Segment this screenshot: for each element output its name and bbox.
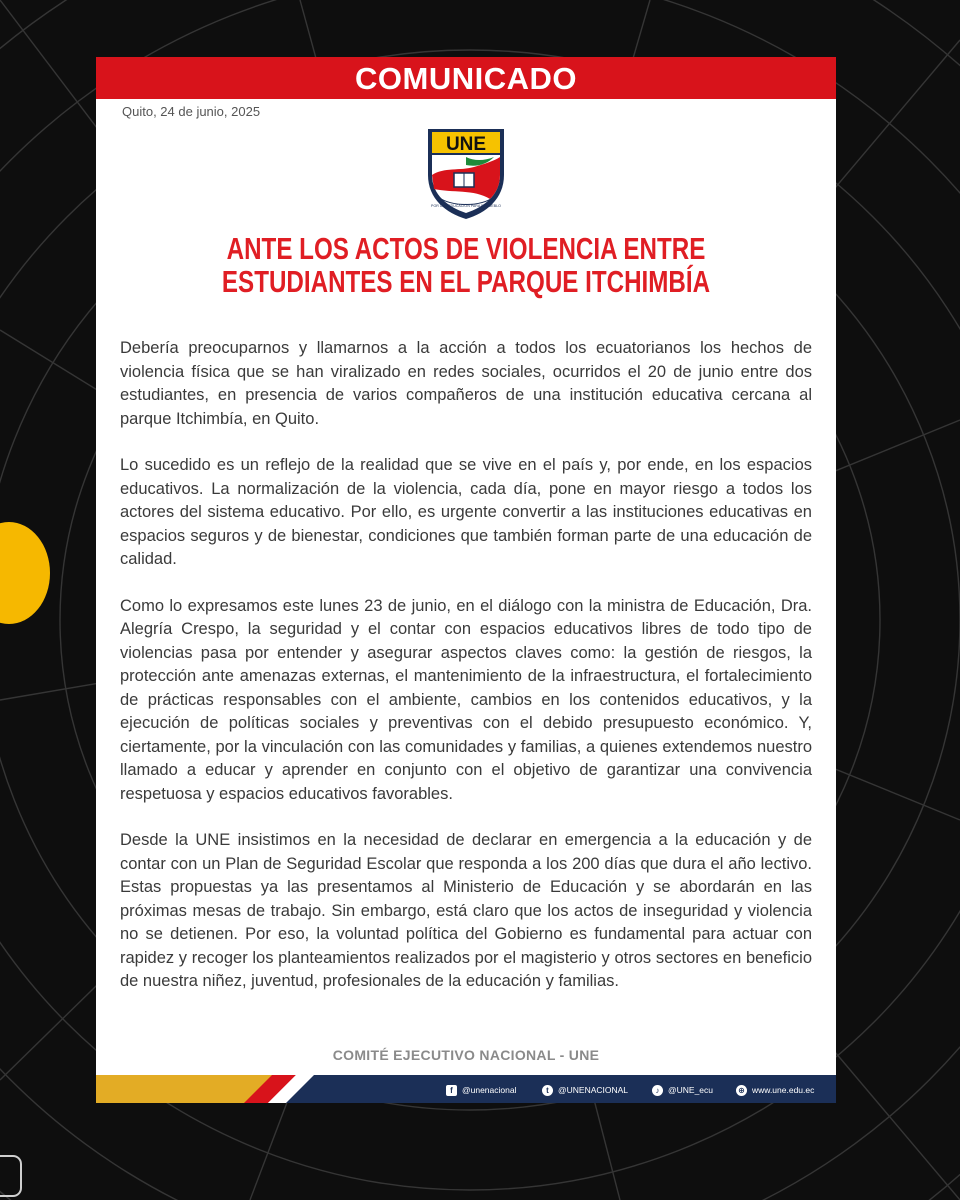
- twitter-handle: @UNENACIONAL: [558, 1085, 629, 1095]
- une-logo: [424, 127, 508, 221]
- headline-line-2: ESTUDIANTES EN EL PARQUE ITCHIMBÍA: [221, 264, 711, 299]
- logo-motto: POR UNA EDUCACIÓN PARA EL PUEBLO: [431, 204, 501, 208]
- twitter-icon: t: [542, 1085, 553, 1096]
- signature: COMITÉ EJECUTIVO NACIONAL - UNE: [332, 1047, 600, 1063]
- headline-line-1: ANTE LOS ACTOS DE VIOLENCIA ENTRE: [226, 231, 706, 266]
- communique-body: [120, 337, 812, 1017]
- paragraph: Lo sucedido es un reflejo de la realidad que se vive en el país y, por ende, en los espacios educativos. La normalización de la violencia, cada día, pone en mayor riesgo a todos los actores del sistema educativo. Por ello, es urgente convertir a las instituciones educativas en espacios seguros y de bienestar, condiciones que también forman parte de una educación de calidad.: [120, 456, 812, 568]
- paragraph: Desde la UNE insistimos en la necesidad de declarar en emergencia a la educación y de contar con un Plan de Seguridad Escolar que responda a los 200 días que dura el año lectivo. Estas propuestas ya las presentamos al Ministerio de Educación y se abordarán en las próximas mesas de trabajo. Sin embargo, está claro que los actos de inseguridad y violencia no se detienen. Por eso, la voluntad política del Gobierno es fundamental para actuar con rapidez y recoger los planteamientos realizados por el magisterio y otros sectores en beneficio de nuestra niñez, juventud, profesionales de la educación y familias.: [120, 831, 812, 990]
- communique-sheet: [96, 57, 836, 1103]
- social-facebook[interactable]: [446, 1083, 516, 1097]
- social-twitter[interactable]: [542, 1083, 628, 1097]
- banner-title: COMUNICADO: [96, 57, 836, 99]
- paragraph: Como lo expresamos este lunes 23 de junio, en el diálogo con la ministra de Educación, Dra. Alegría Crespo, la seguridad y el contar con espacios educativos libres de todo tipo de violencias pasa por entender y asegurar aspectos claves como: la gestión de riesgos, la protección ante amenazas externas, el mantenimiento de la infraestructura, el fortalecimiento de prácticas responsables con el ambiente, cambios en los contenidos educativos, y la ejecución de políticas sociales y preventivas con el debido presupuesto económico. Y, ciertamente, por la vinculación con las comunidades y familias, a quienes extendemos nuestro llamado a educar y aprender en conjunto con el objetivo de garantizar una convivencia respetuosa y espacios educativos favorables.: [120, 596, 812, 803]
- headline: [177, 232, 754, 298]
- website-url: www.une.edu.ec: [752, 1085, 815, 1095]
- paragraph: Debería preocuparnos y llamarnos a la acción a todos los ecuatorianos los hechos de violencia física que se han viralizado en redes sociales, ocurridos el 20 de junio entre dos estudiantes, en presencia de varios compañeros de una institución educativa cercana al parque Itchimbía, en Quito.: [120, 339, 812, 428]
- corner-decoration: [0, 1155, 22, 1197]
- web-icon: ⊕: [736, 1085, 747, 1096]
- facebook-handle: @unenacional: [462, 1085, 517, 1095]
- date-line: Quito, 24 de junio, 2025: [122, 104, 261, 119]
- tiktok-icon: ♪: [652, 1085, 663, 1096]
- social-tiktok[interactable]: [652, 1083, 713, 1097]
- social-website[interactable]: [736, 1083, 814, 1097]
- facebook-icon: f: [446, 1085, 457, 1096]
- logo-name: UNE: [445, 134, 487, 155]
- tiktok-handle: @UNE_ecu: [668, 1085, 714, 1095]
